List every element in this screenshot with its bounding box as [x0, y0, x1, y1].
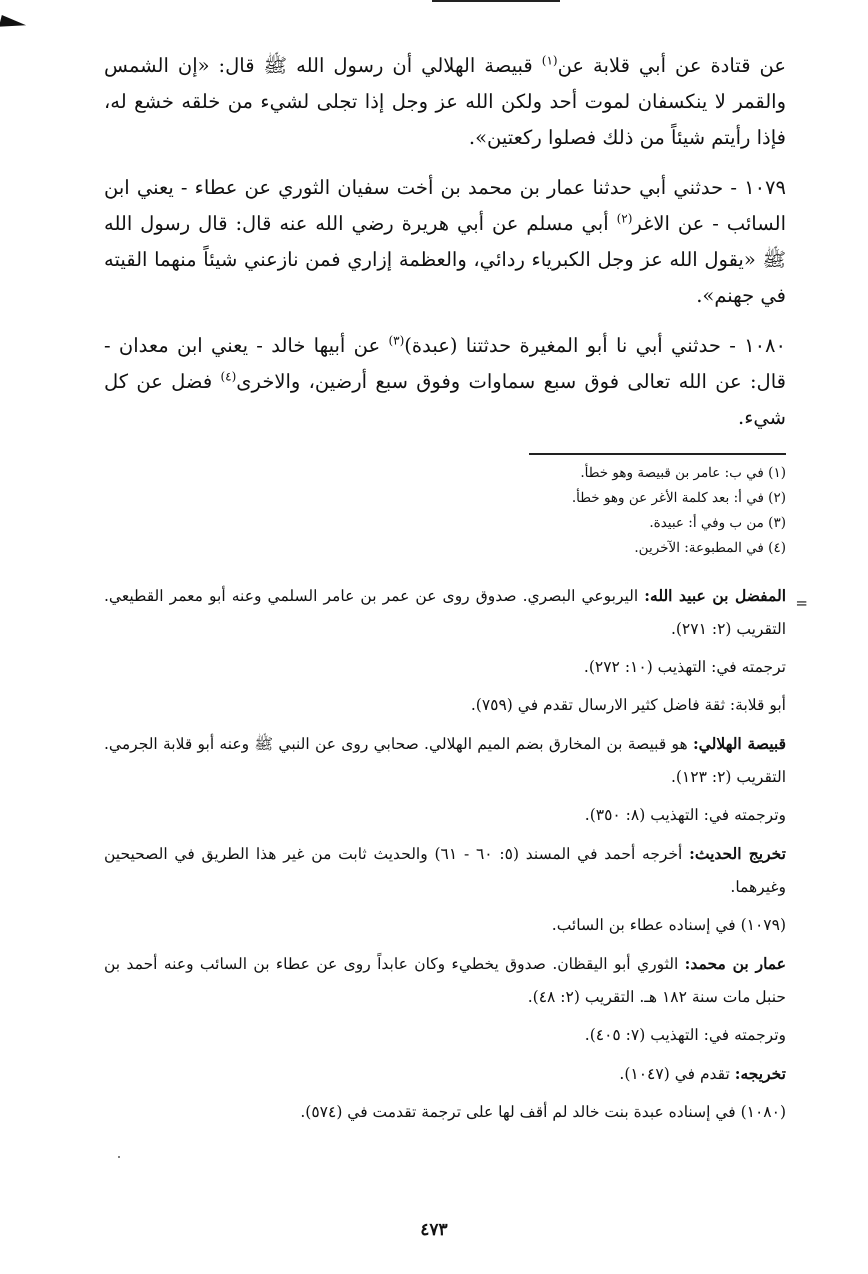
continuation-mark: =: [795, 594, 808, 612]
commentary-entry: وترجمته في: التهذيب (٧: ٤٠٥).: [584, 1026, 786, 1044]
top-rule: [432, 0, 560, 2]
narrator-name: عمار بن محمد:: [684, 954, 786, 973]
hadith-paragraph: [104, 48, 786, 156]
text-segment: ١٠٧٩ - حدثني أبي حدثنا عمار بن محمد بن أخت سفيان الثوري عن عطاء - يعني ابن السائب - عن الاغر: [104, 176, 786, 235]
commentary-entry: (١٠٨٠) في إسناده عبدة بنت خالد لم أقف لها على ترجمة تقدمت في (٥٧٤).: [300, 1103, 786, 1121]
commentary-entry: [104, 727, 786, 794]
corner-mark: [0, 15, 27, 33]
page-number: ٤٧٣: [420, 1220, 448, 1240]
page-body: [104, 48, 808, 1134]
text-segment: فضل عن كل شيء.: [104, 370, 786, 429]
footnote-divider: [529, 453, 786, 455]
narrator-note: هو قبيصة بن المخارق بضم الميم الهلالي. صحابي روى عن النبي ﷺ وعنه أبو قلابة الجرمي. التقريب (٢: ١٢٣).: [104, 735, 786, 786]
text-segment: عن أبيها خالد - يعني ابن معدان - قال: عن الله تعالى فوق سبع سماوات وفوق سبع أرضين، والاخرى: [104, 334, 786, 393]
commentary-entry: (١٠٧٩) في إسناده عطاء بن السائب.: [551, 916, 786, 934]
speck: [118, 1156, 120, 1158]
commentary: [104, 579, 808, 1129]
hadith-1080: [104, 328, 786, 436]
commentary-entry: [104, 579, 786, 646]
narrator-name: المفضل بن عبيد الله:: [644, 586, 786, 605]
commentary-entry: أبو قلابة: ثقة فاضل كثير الارسال تقدم في (٧٥٩).: [470, 696, 786, 714]
footnote-3: (٣) من ب وفي أ: عبيدة.: [649, 515, 786, 531]
footnote-ref-3: (٣): [388, 333, 405, 348]
footnote-ref-1: (١): [541, 53, 558, 68]
footnote-4: (٤) في المطبوعة: الآخرين.: [634, 540, 786, 556]
footnote-2: (٢) في أ: بعد كلمة الأغر عن وهو خطأ.: [571, 490, 786, 506]
text-segment: ١٠٨٠ - حدثني أبي نا أبو المغيرة حدثتنا (عبدة): [404, 334, 786, 357]
takhrij-heading: تخريجه:: [734, 1064, 786, 1083]
text-segment: قبيصة الهلالي أن رسول الله ﷺ قال: «إن الشمس والقمر لا ينكسفان لموت أحد ولكن الله عز وجل إذا تجلى لشيء من خلقه خشع له، فإذا رأيتم شيئاً من ذلك فصلوا ركعتين».: [104, 54, 786, 149]
text-segment: عن قتادة عن أبي قلابة عن: [557, 54, 786, 77]
hadith-1079: [104, 170, 786, 314]
main-text: [104, 48, 786, 436]
commentary-entry: وترجمته في: التهذيب (٨: ٣٥٠).: [584, 806, 786, 824]
commentary-entry: [104, 947, 786, 1014]
text-segment: أبي مسلم عن أبي هريرة رضي الله عنه قال: قال رسول الله ﷺ «يقول الله عز وجل الكبرياء ردائي، والعظمة إزاري فمن نازعني شيئاً منهما القيته في جهنم».: [104, 212, 786, 307]
narrator-name: قبيصة الهلالي:: [692, 734, 786, 753]
commentary-entry: [104, 1057, 786, 1091]
takhrij-note: تقدم في (١٠٤٧).: [619, 1065, 735, 1083]
footnote-ref-2: (٢): [616, 211, 633, 226]
footnotes: [104, 461, 786, 561]
narrator-note: اليربوعي البصري. صدوق روى عن عمر بن عامر السلمي وعنه أبو معمر القطيعي. التقريب (٢: ٢٧١).: [104, 587, 786, 638]
takhrij-note: أخرجه أحمد في المسند (٥: ٦٠ - ٦١) والحديث ثابت من غير هذا الطريق في الصحيحين وغيرهما.: [104, 845, 786, 896]
footnote-ref-4: (٤): [220, 369, 237, 384]
takhrij-heading: تخريج الحديث:: [689, 844, 786, 863]
footnote-1: (١) في ب: عامر بن قبيصة وهو خطأ.: [580, 465, 786, 481]
commentary-entry: ترجمته في: التهذيب (١٠: ٢٧٢).: [583, 658, 786, 676]
narrator-note: الثوري أبو اليقظان. صدوق يخطيء وكان عابداً روى عن عطاء بن السائب وعنه أحمد بن حنبل مات سنة ١٨٢ هـ. التقريب (٢: ٤٨).: [104, 955, 786, 1006]
commentary-entry: [104, 837, 786, 904]
